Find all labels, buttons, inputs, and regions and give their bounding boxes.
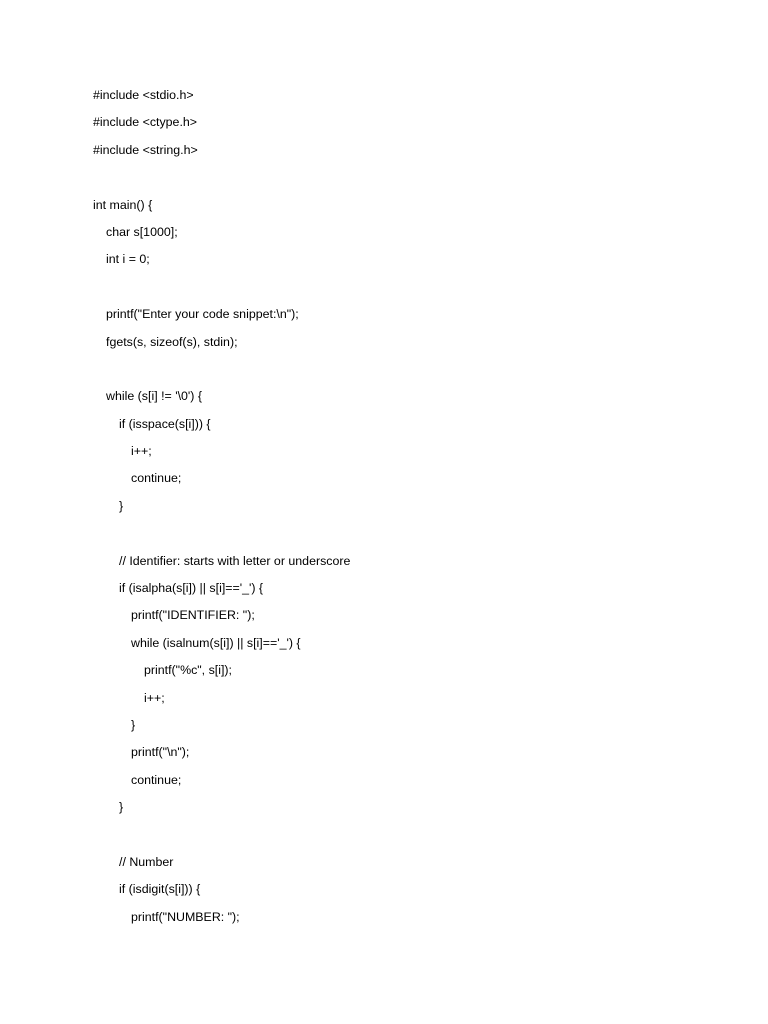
code-line: printf("\n"); <box>131 745 190 760</box>
code-line: } <box>119 498 124 513</box>
blank-line <box>93 167 728 194</box>
blank-line <box>93 359 728 386</box>
blank-line <box>93 825 728 852</box>
code-line: continue; <box>131 471 182 486</box>
code-comment-line: // Number <box>119 854 174 869</box>
code-line: int i = 0; <box>106 252 150 267</box>
code-comment-line: // Identifier: starts with letter or underscore <box>119 553 351 568</box>
code-line: char s[1000]; <box>106 224 178 239</box>
code-line: fgets(s, sizeof(s), stdin); <box>106 334 238 349</box>
code-line: if (isalpha(s[i]) || s[i]=='_') { <box>119 581 264 596</box>
code-line: continue; <box>131 772 182 787</box>
code-line: while (isalnum(s[i]) || s[i]=='_') { <box>131 635 301 650</box>
code-line: if (isdigit(s[i])) { <box>119 882 201 897</box>
blank-line <box>93 523 728 550</box>
code-line: printf("NUMBER: "); <box>131 909 240 924</box>
code-line: i++; <box>144 690 165 705</box>
code-line: #include <stdio.h> <box>93 88 194 102</box>
code-line: } <box>119 800 124 815</box>
code-line: while (s[i] != '\0') { <box>106 389 202 404</box>
code-line: } <box>131 717 136 732</box>
code-line: #include <string.h> <box>93 142 198 157</box>
code-line: #include <ctype.h> <box>93 115 198 130</box>
code-line: if (isspace(s[i])) { <box>119 416 211 431</box>
blank-line <box>93 277 728 304</box>
code-line: i++; <box>131 444 152 459</box>
code-line: printf("%c", s[i]); <box>144 663 232 678</box>
code-line: int main() { <box>93 197 153 212</box>
code-listing <box>93 85 728 934</box>
code-line: printf("IDENTIFIER: "); <box>131 608 255 623</box>
code-line: printf("Enter your code snippet:\n"); <box>106 307 299 322</box>
